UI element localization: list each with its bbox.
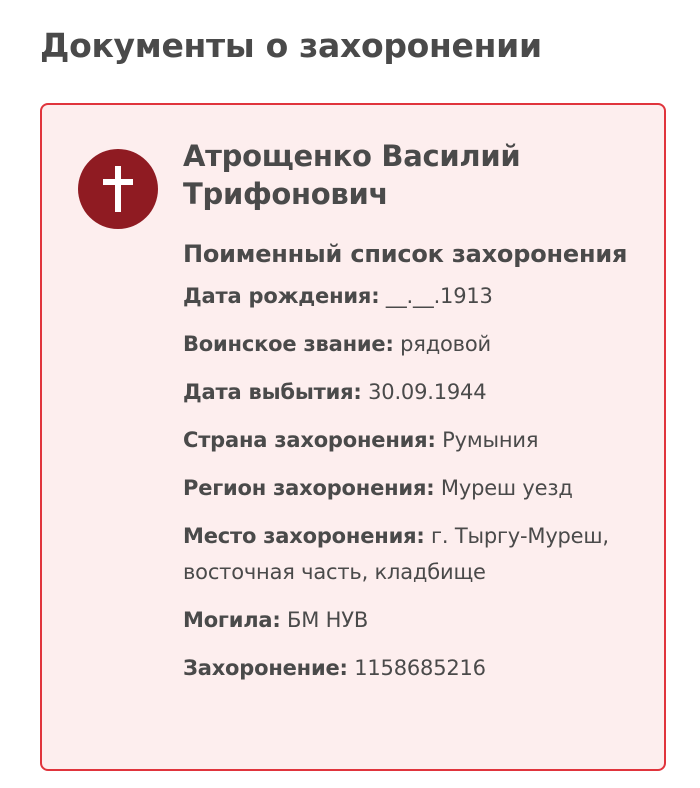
- field-burial-place: [183, 518, 643, 590]
- field-departure-date: [183, 374, 643, 410]
- field-label: Страна захоронения:: [183, 428, 436, 452]
- field-value: рядовой: [400, 332, 491, 356]
- field-grave: [183, 602, 643, 638]
- field-military-rank: [183, 326, 643, 362]
- field-birth-date: [183, 278, 643, 314]
- field-burial-region: [183, 470, 643, 506]
- record-details: [183, 137, 643, 698]
- field-label: Дата рождения:: [183, 284, 380, 308]
- field-value: 1158685216: [354, 656, 486, 680]
- field-burial-id: [183, 650, 643, 686]
- field-label: Захоронение:: [183, 656, 348, 680]
- field-label: Могила:: [183, 608, 281, 632]
- field-label: Воинское звание:: [183, 332, 394, 356]
- field-value: __.__.1913: [385, 284, 493, 308]
- field-value: Муреш уезд: [440, 476, 573, 500]
- field-value: 30.09.1944: [368, 380, 487, 404]
- cross-icon: [78, 149, 158, 229]
- field-value: БМ НУВ: [287, 608, 369, 632]
- page-title: Документы о захоронении: [40, 26, 542, 65]
- document-type: Поименный список захоронения: [183, 240, 628, 268]
- field-label: Место захоронения:: [183, 524, 425, 548]
- field-label: Регион захоронения:: [183, 476, 435, 500]
- field-burial-country: [183, 422, 643, 458]
- field-value: г. Тыргу-Муреш, восточная часть, кладбище: [183, 524, 609, 584]
- field-label: Дата выбытия:: [183, 380, 362, 404]
- field-value: Румыния: [442, 428, 539, 452]
- burial-record-card[interactable]: [40, 103, 666, 771]
- person-name[interactable]: Атрощенко Василий Трифонович: [183, 139, 521, 211]
- record-fields: [183, 278, 643, 686]
